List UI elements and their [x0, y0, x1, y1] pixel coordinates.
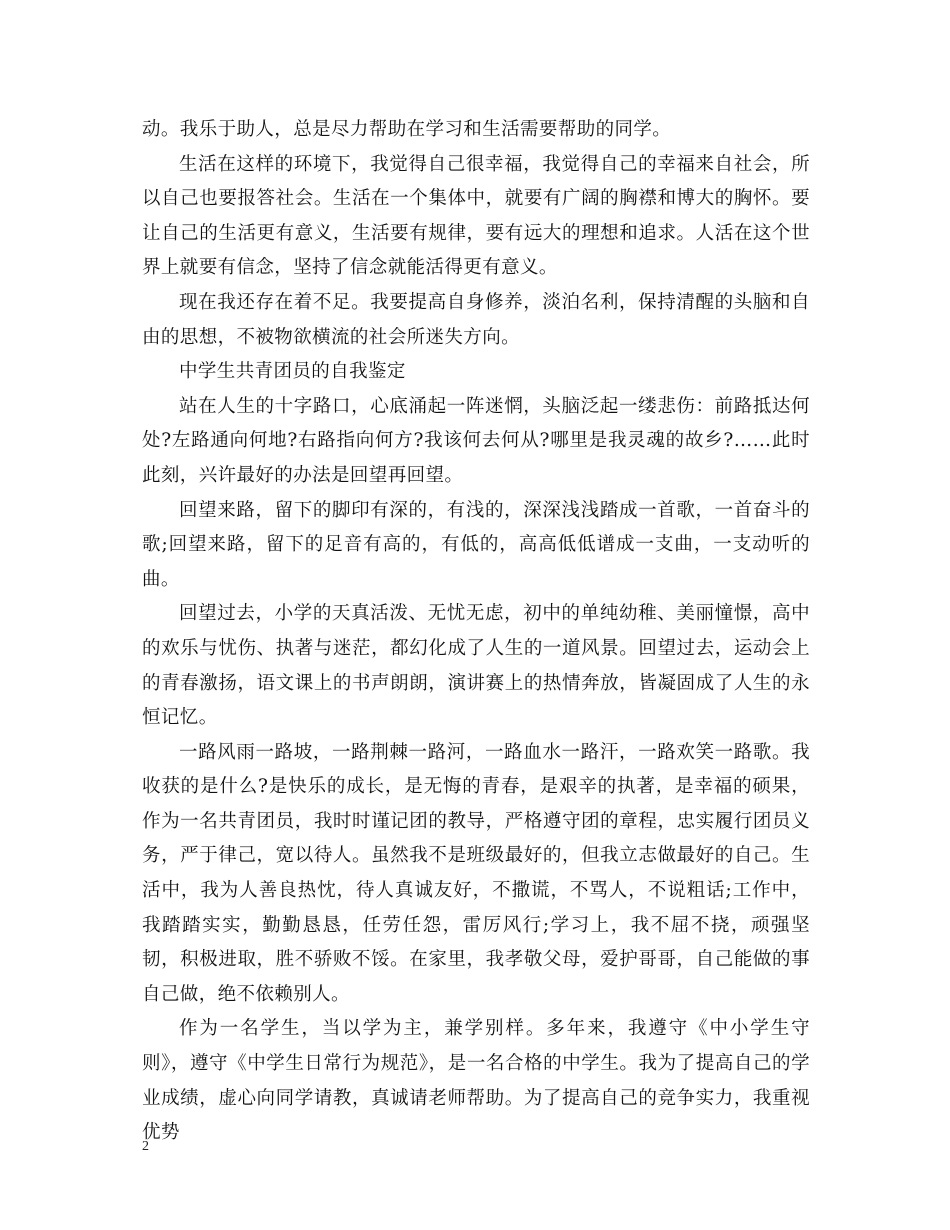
paragraph: 现在我还存在着不足。我要提高自身修养，淡泊名利，保持清醒的头脑和自由的思想，不被物欲横流的社会所迷失方向。	[142, 291, 810, 348]
paragraph: 站在人生的十字路口，心底涌起一阵迷惘，头脑泛起一缕悲伤：前路抵达何处?左路通向何地?右路指向何方?我该何去何从?哪里是我灵魂的故乡?……此时此刻，兴许最好的办法是回望再回望。	[142, 395, 810, 486]
paragraph: 作为一名学生，当以学为主，兼学别样。多年来，我遵守《中小学生守则》，遵守《中学生日常行为规范》，是一名合格的中学生。我为了提高自己的学业成绩，虚心向同学请教，真诚请老师帮助。为了提高自己的竞争实力，我重视优势	[142, 1018, 810, 1144]
paragraph: 生活在这样的环境下，我觉得自己很幸福，我觉得自己的幸福来自社会，所以自己也要报答社会。生活在一个集体中，就要有广阔的胸襟和博大的胸怀。要让自己的生活更有意义，生活要有规律，要有远大的理想和追求。人活在这个世界上就要有信念，坚持了信念就能活得更有意义。	[142, 153, 810, 279]
document-body	[142, 113, 810, 1151]
paragraph: 回望来路，留下的脚印有深的，有浅的，深深浅浅踏成一首歌，一首奋斗的歌;回望来路，留下的足音有高的，有低的，高高低低谱成一支曲，一支动听的曲。	[142, 499, 810, 590]
paragraph: 一路风雨一路坡，一路荆棘一路河，一路血水一路汗，一路欢笑一路歌。我收获的是什么?是快乐的成长，是无悔的青春，是艰辛的执著，是幸福的硕果，作为一名共青团员，我时时谨记团的教导，严格遵守团的章程，忠实履行团员义务，严于律己，宽以待人。虽然我不是班级最好的，但我立志做最好的自己。生活中，我为人善良热忱，待人真诚友好，不撒谎，不骂人，不说粗话;工作中，我踏踏实实，勤勤恳恳，任劳任怨，雷厉风行;学习上，我不屈不挠，顽强坚韧，积极进取，胜不骄败不馁。在家里，我孝敬父母，爱护哥哥，自己能做的事自己做，绝不依赖别人。	[142, 741, 810, 1005]
paragraph: 回望过去，小学的天真活泼、无忧无虑，初中的单纯幼稚、美丽憧憬，高中的欢乐与忧伤、执著与迷茫，都幻化成了人生的一道风景。回望过去，运动会上的青春激扬，语文课上的书声朗朗，演讲赛上的热情奔放，皆凝固成了人生的永恒记忆。	[142, 603, 810, 729]
page-number: 2	[142, 1139, 149, 1154]
paragraph: 动。我乐于助人，总是尽力帮助在学习和生活需要帮助的同学。	[142, 119, 672, 140]
section-heading: 中学生共青团员的自我鉴定	[179, 361, 406, 383]
